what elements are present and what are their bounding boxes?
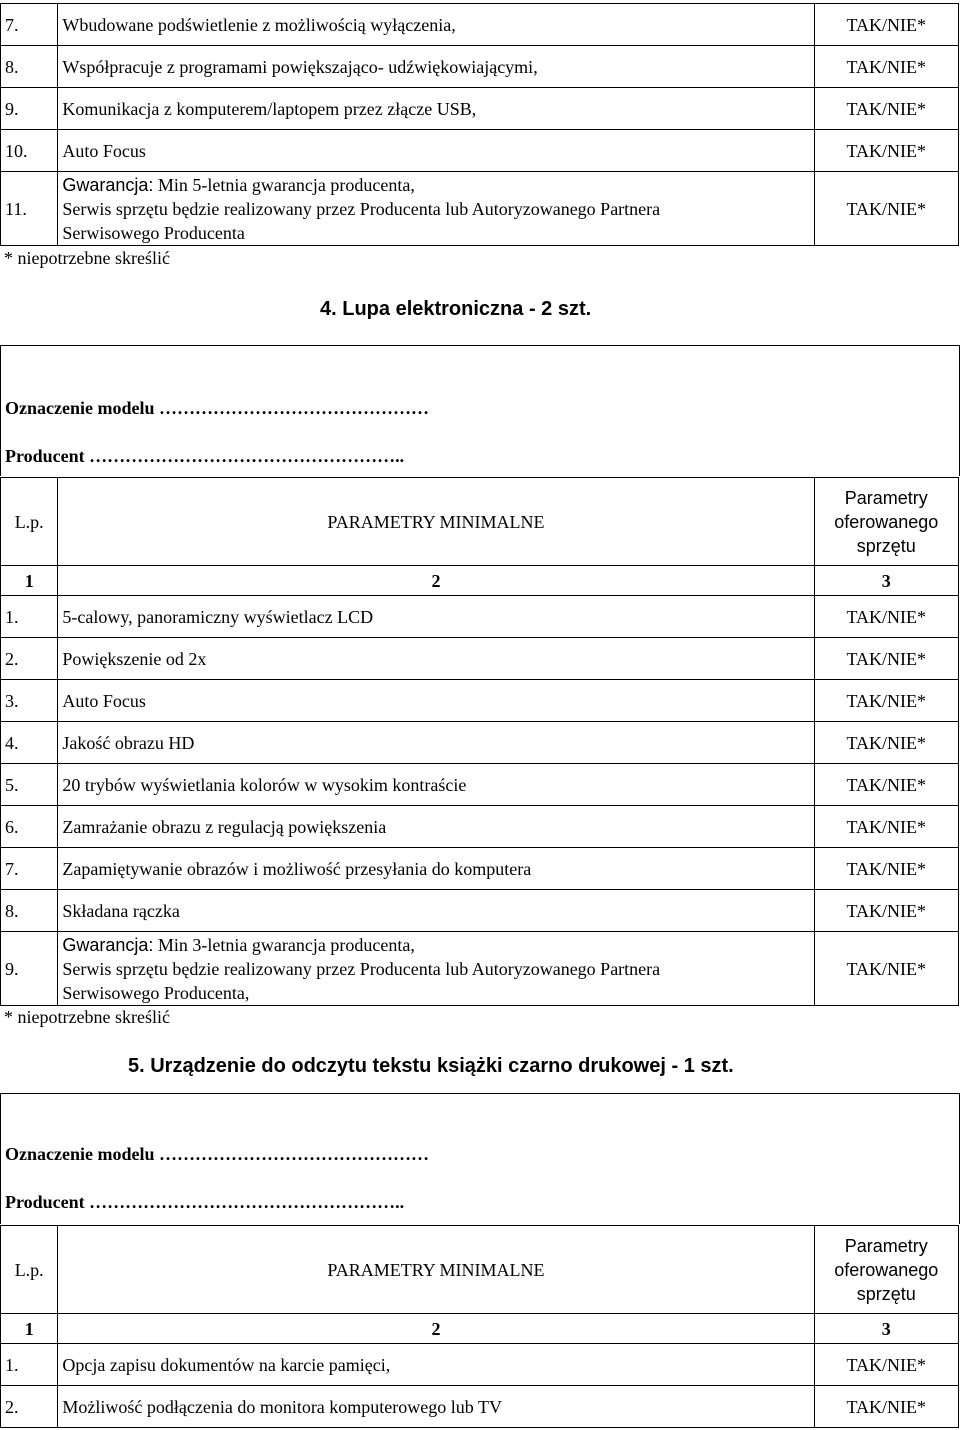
header-offered: [814, 478, 958, 566]
row-number: 8.: [1, 890, 58, 932]
header-offered-line: sprzętu: [856, 1283, 916, 1304]
row-number: 8.: [1, 46, 58, 88]
table-row: [1, 1344, 959, 1386]
row-text: Zapamiętywanie obrazów i możliwość przesyłania do komputera: [58, 848, 814, 890]
row-value: TAK/NIE*: [814, 890, 958, 932]
col-num: 1: [1, 566, 58, 596]
section-title: 5. Urządzenie do odczytu tekstu książki czarno drukowej - 1 szt.: [128, 1055, 734, 1077]
producer-label: Producent ……………………………………………..: [5, 446, 405, 466]
header-params: PARAMETRY MINIMALNE: [58, 478, 814, 566]
col-num: 2: [58, 566, 814, 596]
row-value: TAK/NIE*: [814, 638, 958, 680]
row-text: Wbudowane podświetlenie z możliwością wyłączenia,: [58, 4, 814, 46]
row-number: 7.: [1, 4, 58, 46]
table-row: [1, 764, 959, 806]
table-row: [1, 4, 959, 46]
row-number: 7.: [1, 848, 58, 890]
table-row: [1, 596, 959, 638]
row-text: Jakość obrazu HD: [58, 722, 814, 764]
row-number: 9.: [1, 932, 58, 1006]
table-row: [1, 88, 959, 130]
column-number-row: [1, 1314, 959, 1344]
row-number: 9.: [1, 88, 58, 130]
warranty-line: Min 5-letnia gwarancja producenta,: [153, 174, 415, 195]
table-header-row: [1, 1226, 959, 1314]
producer-label: Producent ……………………………………………..: [5, 1192, 405, 1212]
row-value: TAK/NIE*: [814, 46, 958, 88]
row-value: TAK/NIE*: [814, 722, 958, 764]
col-num: 2: [58, 1314, 814, 1344]
table-row: [1, 806, 959, 848]
warranty-text: [58, 932, 814, 1006]
row-number: 5.: [1, 764, 58, 806]
column-number-row: [1, 566, 959, 596]
row-number: 1.: [1, 1344, 58, 1386]
row-value: TAK/NIE*: [814, 1386, 958, 1428]
header-offered-line: Parametry: [844, 487, 928, 508]
warranty-line: Serwis sprzętu będzie realizowany przez Producenta lub Autoryzowanego Partnera: [62, 198, 661, 219]
warranty-label: Gwarancja:: [62, 174, 154, 195]
row-value: TAK/NIE*: [814, 848, 958, 890]
row-number: 2.: [1, 638, 58, 680]
row-value: TAK/NIE*: [814, 130, 958, 172]
warranty-line: Min 3-letnia gwarancja producenta,: [153, 934, 415, 955]
col-num: 3: [814, 1314, 958, 1344]
row-number: 6.: [1, 806, 58, 848]
section-title: 4. Lupa elektroniczna - 2 szt.: [320, 298, 592, 320]
row-text: 20 trybów wyświetlania kolorów w wysokim kontraście: [58, 764, 814, 806]
table-row: [1, 46, 959, 88]
params-table: [0, 1225, 959, 1428]
footnote: * niepotrzebne skreślić: [4, 1007, 170, 1027]
footnote: * niepotrzebne skreślić: [4, 248, 170, 268]
row-text: Składana rączka: [58, 890, 814, 932]
row-text: Opcja zapisu dokumentów na karcie pamięci,: [58, 1344, 814, 1386]
row-value: TAK/NIE*: [814, 764, 958, 806]
top-table: [0, 3, 959, 246]
warranty-line: Serwisowego Producenta,: [62, 982, 250, 1003]
warranty-line: Serwis sprzętu będzie realizowany przez Producenta lub Autoryzowanego Partnera: [62, 958, 661, 979]
row-number: 2.: [1, 1386, 58, 1428]
warranty-text: [58, 172, 814, 246]
table-header-row: [1, 478, 959, 566]
row-number: 10.: [1, 130, 58, 172]
row-value: TAK/NIE*: [814, 932, 958, 1006]
model-label: Oznaczenie modelu ………………………………………: [5, 398, 429, 418]
col-num: 3: [814, 566, 958, 596]
row-text: Zamrażanie obrazu z regulacją powiększenia: [58, 806, 814, 848]
row-value: TAK/NIE*: [814, 596, 958, 638]
header-offered-line: oferowanego: [834, 1259, 939, 1280]
row-number: 3.: [1, 680, 58, 722]
warranty-row: [1, 172, 959, 246]
warranty-label: Gwarancja:: [62, 934, 154, 955]
col-num: 1: [1, 1314, 58, 1344]
header-lp: L.p.: [1, 478, 58, 566]
table-row: [1, 638, 959, 680]
row-text: Auto Focus: [58, 680, 814, 722]
header-offered: [814, 1226, 958, 1314]
row-text: Współpracuje z programami powiększająco- udźwiękowiającymi,: [58, 46, 814, 88]
table-row: [1, 1386, 959, 1428]
row-value: TAK/NIE*: [814, 4, 958, 46]
warranty-row: [1, 932, 959, 1006]
model-box: [0, 345, 960, 476]
row-text: 5-calowy, panoramiczny wyświetlacz LCD: [58, 596, 814, 638]
header-offered-line: oferowanego: [834, 511, 939, 532]
row-value: TAK/NIE*: [814, 172, 958, 246]
row-number: 11.: [1, 172, 58, 246]
row-value: TAK/NIE*: [814, 806, 958, 848]
row-value: TAK/NIE*: [814, 88, 958, 130]
header-params: PARAMETRY MINIMALNE: [58, 1226, 814, 1314]
row-number: 1.: [1, 596, 58, 638]
table-row: [1, 130, 959, 172]
table-row: [1, 680, 959, 722]
table-row: [1, 722, 959, 764]
table-row: [1, 848, 959, 890]
model-box: [0, 1093, 960, 1224]
table-row: [1, 890, 959, 932]
row-text: Auto Focus: [58, 130, 814, 172]
model-label: Oznaczenie modelu ………………………………………: [5, 1144, 429, 1164]
header-offered-line: sprzętu: [856, 535, 916, 556]
header-lp: L.p.: [1, 1226, 58, 1314]
row-value: TAK/NIE*: [814, 680, 958, 722]
row-text: Możliwość podłączenia do monitora komputerowego lub TV: [58, 1386, 814, 1428]
params-table: [0, 477, 959, 1006]
row-value: TAK/NIE*: [814, 1344, 958, 1386]
warranty-line: Serwisowego Producenta: [62, 222, 245, 243]
row-text: Powiększenie od 2x: [58, 638, 814, 680]
row-number: 4.: [1, 722, 58, 764]
header-offered-line: Parametry: [844, 1235, 928, 1256]
row-text: Komunikacja z komputerem/laptopem przez złącze USB,: [58, 88, 814, 130]
